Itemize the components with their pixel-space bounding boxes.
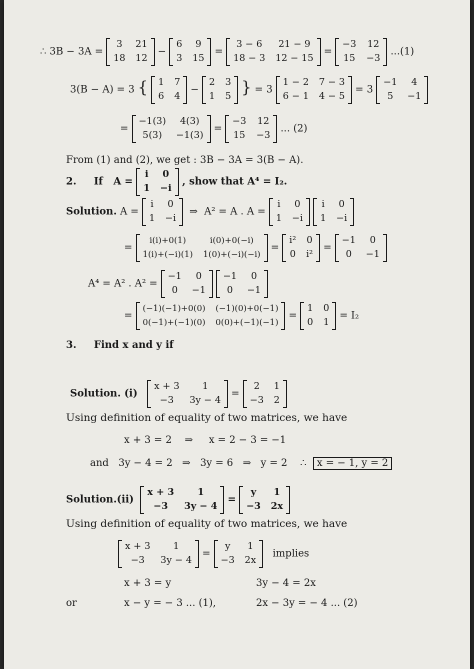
- matrix: x + 3 1 −3 3y − 4: [140, 486, 224, 514]
- equation-pair-2: or: [66, 598, 77, 609]
- solution-label: Solution.(ii): [66, 494, 134, 506]
- matrix: −1 0 0 −1: [161, 270, 213, 298]
- textbook-page: [4, 0, 470, 669]
- equation-2: 2x − 3y = − 4 ... (2): [256, 598, 358, 609]
- matrix: y 1 −3 2x: [239, 486, 290, 514]
- equation-y: and 3y − 4 = 2 ⇒ 3y = 6 ⇒ y = 2 ∴ x = − 1, y = 2: [90, 458, 392, 470]
- matrix: x + 3 1 −3 3y − 4: [118, 540, 199, 568]
- matrix: y 1 −3 2x: [214, 540, 263, 568]
- matrix: 2 1 −3 2: [243, 380, 287, 408]
- matrix: i(i)+0(1) i(0)+0(−i) 1(i)+(−i)(1) 1(0)+(−i)(−i): [136, 234, 268, 262]
- implies-line: x + 3 1 −3 3y − 4 = y 1 −3 2x implies: [118, 540, 309, 568]
- solution-2-line-3: A⁴ = A² . A² = −1 0 0 −1 −1 0 0 −1: [88, 270, 268, 298]
- solution-2-line-1: Solution. A = i 0 1 −i ⇒ A² = A . A = i 0 1 −i i 0 1 −i: [66, 198, 354, 226]
- solution-3-part-i: Solution. (i) x + 3 1 −3 3y − 4 = 2 1 −3 2: [70, 380, 287, 408]
- equation-1: x − y = − 3 ... (1),: [124, 598, 216, 609]
- equation-pair-1-right: 3y − 4 = 2x: [256, 578, 316, 589]
- matrix: 6 9 3 15: [169, 38, 211, 66]
- solution-3-part-ii: Solution.(ii) x + 3 1 −3 3y − 4 = y 1 −3 2x: [66, 486, 290, 514]
- equation-line-3: = −1(3) 4(3) 5(3) −1(3) = −3 12 15 −3 ... (2): [120, 116, 308, 141]
- equation-tag: ...(1): [390, 46, 415, 58]
- matrix: 3 − 6 21 − 9 18 − 3 12 − 15: [226, 38, 320, 66]
- equation-line-2: 3(B − A) = 3 { 1 7 6 4 − 2 3 1 5 } = 3 1 − 2 7 − 3 6 − 1 4 − 5 = 3 −1 4 5 −1: [70, 76, 428, 104]
- matrix: x + 3 1 −3 3y − 4: [147, 380, 228, 408]
- using-definition-text: Using definition of equality of two matrices, we have: [66, 412, 348, 424]
- solution-label: Solution. (i): [70, 388, 138, 400]
- using-definition-text-2: Using definition of equality of two matrices, we have: [66, 518, 348, 530]
- equation-line-1: ∴ 3B − 3A = 3 21 18 12 − 6 9 3 15 = 3 − 6 21 − 9 18 − 3 12 − 15 = −3 12 15 −3 ...(1): [40, 39, 415, 64]
- matrix: i 0 1 −i: [142, 198, 183, 226]
- solution-2-line-2: = i(i)+0(1) i(0)+0(−i) 1(i)+(−i)(1) 1(0)+(−i)(−i) = i² 0 0 i² = −1 0 0 −1: [124, 234, 387, 262]
- matrix: i 0 1 −i: [269, 198, 310, 226]
- boxed-answer: x = − 1, y = 2: [313, 457, 392, 470]
- matrix: −1 0 0 −1: [216, 270, 268, 298]
- matrix: 2 3 1 5: [202, 76, 238, 104]
- matrix: 3 21 18 12: [106, 38, 154, 66]
- question-3: 3. Find x and y if: [66, 340, 174, 351]
- solution-label: Solution.: [66, 206, 117, 218]
- question-2: 2. If A = i 0 1 −i , show that A⁴ = I₂.: [66, 169, 288, 194]
- matrix: i² 0 0 i²: [282, 234, 320, 262]
- matrix: 1 − 2 7 − 3 6 − 1 4 − 5: [276, 76, 352, 104]
- solution-2-line-4: = (−1)(−1)+0(0) (−1)(0)+0(−1) 0(−1)+(−1)(0) 0(0)+(−1)(−1) = 1 0 0 1 = I₂: [124, 303, 359, 328]
- equation-tag: ... (2): [280, 123, 308, 135]
- matrix: −1 0 0 −1: [335, 234, 387, 262]
- equation-pair-1: x + 3 = y: [124, 578, 172, 589]
- matrix: 1 7 6 4: [151, 76, 187, 104]
- matrix: (−1)(−1)+0(0) (−1)(0)+0(−1) 0(−1)+(−1)(0) 0(0)+(−1)(−1): [136, 302, 286, 330]
- matrix: −3 12 15 −3: [335, 38, 387, 66]
- expression-3b-minus-3a: ∴ 3B − 3A =: [40, 46, 104, 58]
- matrix: −3 12 15 −3: [225, 115, 277, 143]
- equation-x: x + 3 = 2 ⇒ x = 2 − 3 = −1: [124, 435, 287, 446]
- matrix: i 0 1 −i: [313, 198, 354, 226]
- matrix: 1 0 0 1: [300, 302, 336, 330]
- matrix: i 0 1 −i: [136, 168, 178, 196]
- conclusion-line: From (1) and (2), we get : 3B − 3A = 3(B − A).: [66, 155, 304, 166]
- matrix: −1(3) 4(3) 5(3) −1(3): [132, 115, 211, 143]
- matrix: −1 4 5 −1: [376, 76, 428, 104]
